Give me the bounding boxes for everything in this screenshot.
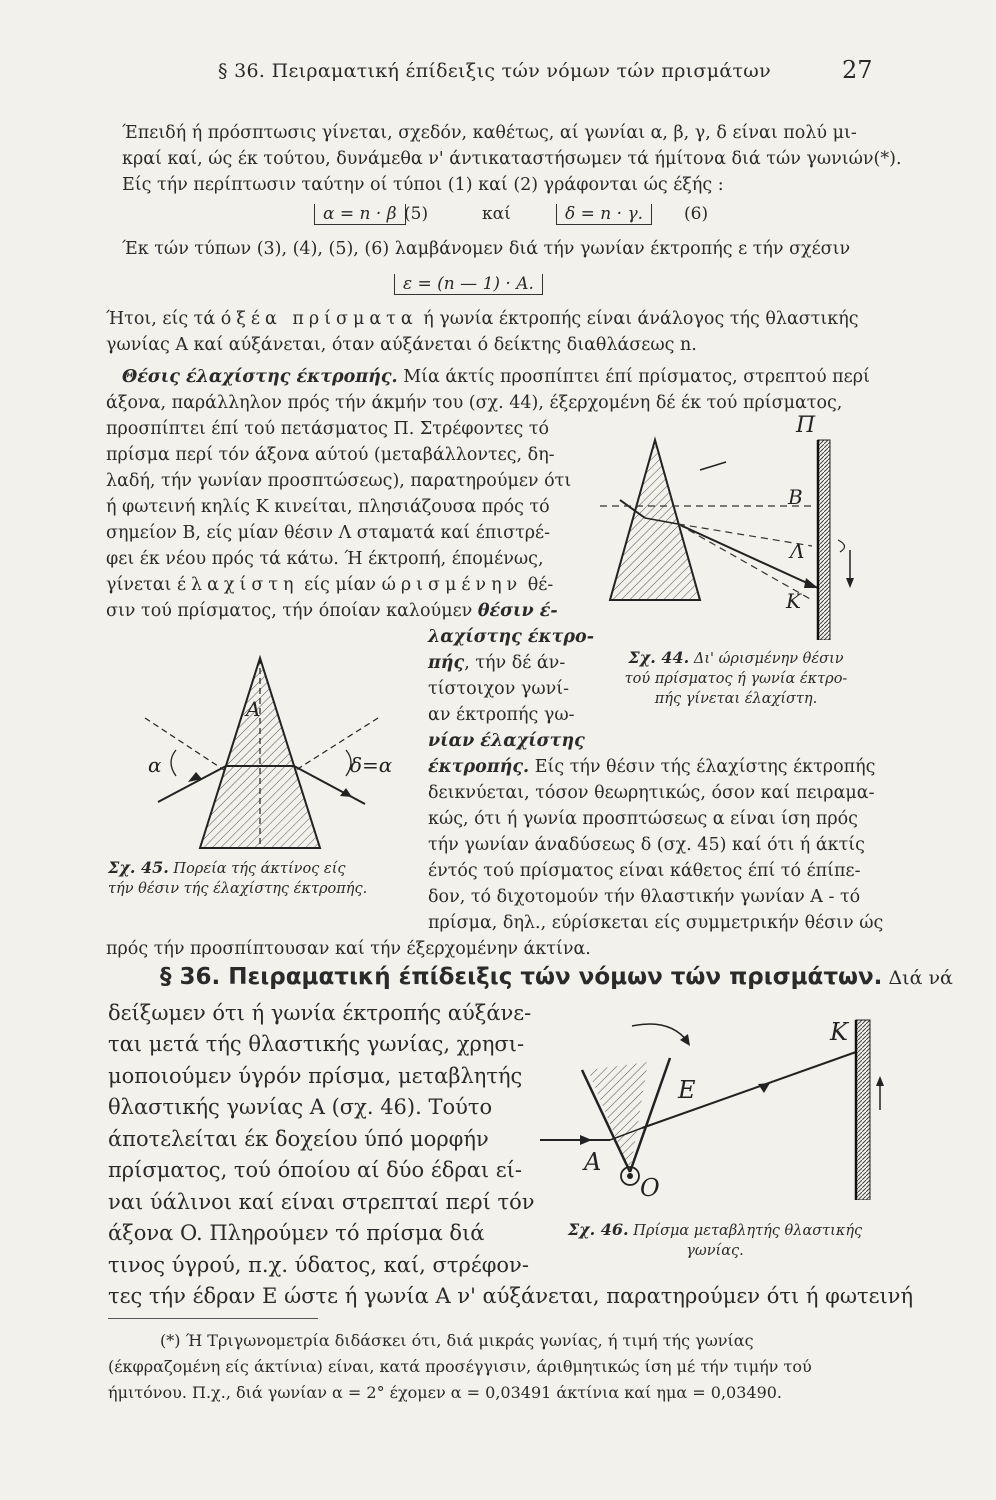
- text-line: τήν γωνίαν άναδύσεως δ (σχ. 45) καί ότι ή άκτίς: [428, 835, 865, 855]
- label-E: E: [678, 1076, 696, 1104]
- figure-46-caption: Σχ. 46. Πρίσμα μεταβλητής θλαστικής γωνίας.: [567, 1220, 863, 1259]
- text-line: αν έκτροπής γω-: [428, 705, 575, 725]
- text-line: Ήτοι, είς τά όξέα πρίσματα ή γωνία έκτροπής είναι άνάλογος τής θλαστικής: [106, 309, 859, 329]
- text-line: άποτελείται έκ δοχείου ύπό μορφήν: [108, 1127, 489, 1151]
- page-header: [0, 56, 996, 90]
- label-alpha: α: [148, 753, 162, 777]
- text-line: ται μετά τής θλαστικής γωνίας, χρησι-: [108, 1032, 525, 1056]
- text-line: κραί καί, ώς έκ τούτου, δυνάμεθα ν' άντικαταστήσωμεν τά ήμίτονα διά τών γωνιών(*).: [122, 149, 902, 169]
- formula-7: ε = (n — 1) · A.: [394, 274, 543, 295]
- text-line: πρίσματος, τού όποίου αί δύο έδραι εί-: [108, 1158, 523, 1182]
- text-line: άξονα O. Πληρούμεν τό πρίσμα διά: [108, 1221, 485, 1245]
- emergent-ray: [642, 1052, 856, 1128]
- page-number: 27: [842, 56, 873, 84]
- text-line: πρίσμα περί τόν άξονα αύτού (μεταβάλλοντες, δη-: [106, 445, 555, 465]
- section-heading: § 36. Πειραματική έπίδειξις τών νόμων τών πρισμάτων. Διά νά: [160, 964, 953, 990]
- text-line: δεικνύεται, τόσον θεωρητικώς, όσον καί πειραμα-: [428, 783, 875, 803]
- figure-45-caption: Σχ. 45. Πορεία τής άκτίνος είς τήν θέσιν τής έλαχίστης έκτροπής.: [108, 858, 368, 897]
- text-line: πής, τήν δέ άν-: [428, 653, 566, 673]
- text-line: γωνίας A καί αύξάνεται, όταν αύξάνεται ό δείκτης διαθλάσεως n.: [106, 335, 697, 355]
- formula-6-number: (6): [684, 204, 709, 224]
- label-delta: δ=α: [350, 753, 393, 777]
- figure-46-diagram: [530, 1000, 900, 1200]
- footnote-line: ήμιτόνου. Π.χ., διά γωνίαν α = 2° έχομεν α = 0,03491 άκτίνια καί ημα = 0,03490.: [108, 1383, 783, 1402]
- text-line: πρός τήν προσπίπτουσαν καί τήν έξερχομένην άκτίνα.: [106, 939, 591, 959]
- text-line: ναι ύάλινοι καί είναι στρεπταί περί τόν: [108, 1190, 535, 1214]
- label-K: K: [830, 1018, 848, 1046]
- label-O: O: [640, 1174, 660, 1200]
- text-line: έντός τού πρίσματος είναι κάθετος έπί τό έπίπε-: [428, 861, 861, 881]
- text-line: μοποιούμεν ύγρόν πρίσμα, μεταβλητής: [108, 1064, 523, 1088]
- text-line: τινος ύγρού, π.χ. ύδατος, καί, στρέφον-: [108, 1253, 529, 1277]
- text-line: κώς, ότι ή γωνία προσπτώσεως α είναι ίση πρός: [428, 809, 858, 829]
- text-line: έκτροπής. Είς τήν θέσιν τής έλαχίστης έκτροπής: [428, 757, 876, 777]
- text-line: γίνεται έλαχίστη είς μίαν ώρισμένην θέ-: [106, 575, 554, 595]
- label-B: B: [788, 485, 803, 509]
- text-line: τες τήν έδραν E ώστε ή γωνία A ν' αύξάνεται, παρατηρούμεν ότι ή φωτεινή: [108, 1284, 914, 1308]
- label-screen: Π: [796, 413, 816, 438]
- text-line: φει έκ νέου πρός τά κάτω. Ή έκτροπή, έπομένως,: [106, 549, 544, 569]
- figure-44-diagram: [600, 400, 880, 640]
- text-line: τίστοιχον γωνί-: [428, 679, 570, 699]
- text-line: Έκ τών τύπων (3), (4), (5), (6) λαμβάνομεν διά τήν γωνίαν έκτροπής ε τήν σχέσιν: [122, 239, 851, 259]
- text-line: ή φωτεινή κηλίς K κινείται, πλησιάζουσα πρός τό: [106, 497, 550, 517]
- text-line: Έπειδή ή πρόσπτωσις γίνεται, σχεδόν, καθέτως, αί γωνίαι α, β, γ, δ είναι πολύ μι-: [122, 123, 857, 143]
- screen: [818, 440, 830, 640]
- footnote-line: (*) Ή Τριγωνομετρία διδάσκει ότι, διά μικράς γωνίας, ή τιμή τής γωνίας: [160, 1331, 754, 1350]
- label-A: A: [584, 1148, 602, 1176]
- text-line: άξονα, παράλληλον πρός τήν άκμήν του (σχ. 44), έξερχομένη δέ έκ τού πρίσματος,: [106, 393, 843, 413]
- screen: [856, 1020, 870, 1200]
- figure-44-caption: Σχ. 44. Δι' ώρισμένην θέσιν τού πρίσματος ή γωνία έκτρο- πής γίνεται έλαχίστη.: [624, 648, 848, 707]
- text-line: προσπίπτει έπί τού πετάσματος Π. Στρέφοντες τό: [106, 419, 550, 439]
- formula-conjunction: καί: [482, 204, 511, 224]
- text-line: λαδή, τήν γωνίαν προσπτώσεως), παρατηρούμεν ότι: [106, 471, 572, 491]
- text-line: νίαν έλαχίστης: [428, 731, 585, 751]
- text-line: πρίσμα, δηλ., εύρίσκεται είς συμμετρικήν θέσιν ώς: [428, 913, 884, 933]
- label-L: Λ: [790, 539, 805, 563]
- text-line: Θέσις έλαχίστης έκτροπής. Μία άκτίς προσπίπτει έπί πρίσματος, στρεπτού περί: [122, 367, 870, 387]
- footnote-rule: [108, 1318, 318, 1319]
- running-title: § 36. Πειραματική έπίδειξις τών νόμων τών πρισμάτων: [218, 60, 771, 82]
- text-line: Είς τήν περίπτωσιν ταύτην οί τύποι (1) καί (2) γράφονται ώς έξής :: [122, 175, 724, 195]
- text-line: δείξωμεν ότι ή γωνία έκτροπής αύξάνε-: [108, 1001, 532, 1025]
- formula-5: α = n · β: [314, 204, 406, 225]
- text-line: δον, τό διχοτομούν τήν θλαστικήν γωνίαν A - τό: [428, 887, 861, 907]
- label-A: A: [246, 697, 261, 721]
- label-K: K: [786, 589, 801, 613]
- figure-45-diagram: [140, 648, 410, 858]
- formula-5-number: (5): [404, 204, 429, 224]
- text-line: σιν τού πρίσματος, τήν όποίαν καλούμεν θέσιν έ-: [106, 601, 558, 621]
- text-line: σημείον B, είς μίαν θέσιν Λ σταματά καί έπιστρέ-: [106, 523, 551, 543]
- text-line: λαχίστης έκτρο-: [428, 627, 594, 647]
- text-line: θλαστικής γωνίας A (σχ. 46). Τούτο: [108, 1095, 493, 1119]
- rotation-arrow: [632, 1024, 688, 1042]
- footnote-line: (έκφραζομένη είς άκτίνια) είναι, κατά προσέγγισιν, άριθμητικώς ίση μέ τήν τιμήν τού: [108, 1357, 812, 1376]
- formula-6: δ = n · γ.: [556, 204, 652, 225]
